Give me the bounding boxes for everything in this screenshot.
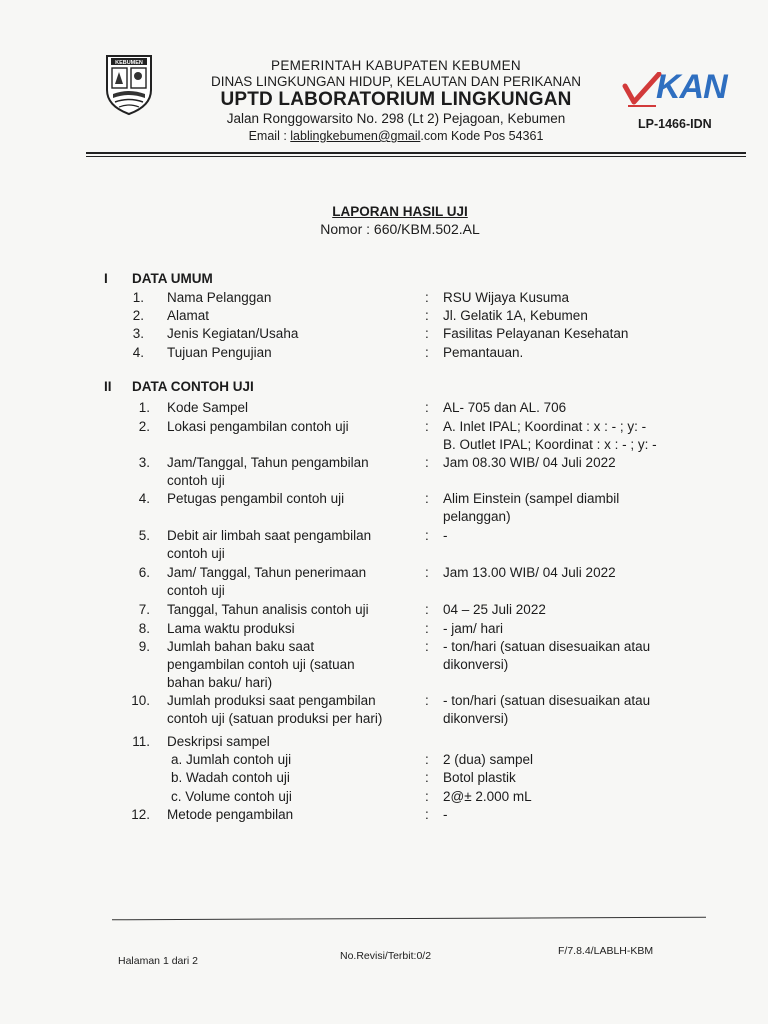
item-value-line: B. Outlet IPAL; Koordinat : x : - ; y: - <box>443 437 657 452</box>
item-separator: : <box>425 770 429 785</box>
header-divider-thin <box>86 156 746 157</box>
item-number: 7. <box>138 602 150 617</box>
section1-title: DATA UMUM <box>132 271 213 286</box>
item-value-line: A. Inlet IPAL; Koordinat : x : - ; y: - <box>443 419 647 434</box>
svg-text:KEBUMEN: KEBUMEN <box>115 60 143 66</box>
item-separator: : <box>425 807 429 822</box>
item-separator: : <box>425 345 429 360</box>
item-label-line: a. Jumlah contoh uji <box>171 752 292 767</box>
item-separator: : <box>425 789 429 804</box>
item-number: 2. <box>132 308 144 323</box>
item-label-line: contoh uji <box>167 583 225 598</box>
item-number: 8. <box>138 621 150 636</box>
header-contact <box>196 129 596 143</box>
item-number: 10. <box>131 693 150 708</box>
item-value-line: Jam 08.30 WIB/ 04 Juli 2022 <box>443 455 616 470</box>
item-label-line: bahan baku/ hari) <box>167 675 273 690</box>
item-value-line: - <box>443 807 448 822</box>
item-label-line: b. Wadah contoh uji <box>171 770 290 785</box>
item-label-line: Lokasi pengambilan contoh uji <box>167 419 349 434</box>
item-value: RSU Wijaya Kusuma <box>443 290 570 305</box>
header-government: PEMERINTAH KABUPATEN KEBUMEN <box>271 58 521 73</box>
email-prefix: Email : <box>248 129 291 143</box>
item-label-line: Debit air limbah saat pengambilan <box>167 528 372 543</box>
header-department: DINAS LINGKUNGAN HIDUP, KELAUTAN DAN PERIKANAN <box>210 74 582 89</box>
item-number: 9. <box>138 639 150 654</box>
section2-title: DATA CONTOH UJI <box>132 379 254 394</box>
item-label-line: Jam/ Tanggal, Tahun penerimaan <box>167 565 367 580</box>
item-value-line: 2@± 2.000 mL <box>443 789 532 804</box>
item-separator: : <box>425 290 429 305</box>
item-separator: : <box>425 308 429 323</box>
item-number: 1. <box>132 290 144 305</box>
item-value: Fasilitas Pelayanan Kesehatan <box>443 326 629 341</box>
item-number: 11. <box>132 734 150 749</box>
item-value-line: pelanggan) <box>443 509 511 524</box>
item-number: 2. <box>138 419 150 434</box>
item-label-line: Jumlah produksi saat pengambilan <box>167 693 376 708</box>
item-value-line: 2 (dua) sampel <box>443 752 534 767</box>
item-value-line: dikonversi) <box>443 657 509 672</box>
kan-accreditation-logo <box>622 70 742 110</box>
item-number: 4. <box>138 491 150 506</box>
item-number: 3. <box>132 326 144 341</box>
report-number: Nomor : 660/KBM.502.AL <box>320 221 480 237</box>
item-value-line: - ton/hari (satuan disesuaikan atau <box>443 693 651 708</box>
item-label-line: contoh uji <box>167 546 225 561</box>
item-value-line: AL- 705 dan AL. 706 <box>443 400 567 415</box>
email-suffix: .com Kode Pos 54361 <box>420 129 544 143</box>
item-number: 4. <box>132 345 144 360</box>
accreditation-code: LP-1466-IDN <box>638 117 712 131</box>
item-separator: : <box>425 455 429 470</box>
item-value-line: dikonversi) <box>443 711 509 726</box>
item-value-line: Jam 13.00 WIB/ 04 Juli 2022 <box>443 565 616 580</box>
item-label: Jenis Kegiatan/Usaha <box>167 326 299 341</box>
item-separator: : <box>425 752 429 767</box>
item-separator: : <box>425 400 429 415</box>
item-number: 1. <box>138 400 150 415</box>
footer-form-code: F/7.8.4/LABLH-KBM <box>558 945 654 957</box>
item-number: 5. <box>138 528 150 543</box>
item-value: Pemantauan. <box>443 345 524 360</box>
item-label-line: Jumlah bahan baku saat <box>167 639 315 654</box>
header-address: Jalan Ronggowarsito No. 298 (Lt 2) Pejagoan, Kebumen <box>226 111 566 126</box>
item-label-line: Jam/Tanggal, Tahun pengambilan <box>167 455 369 470</box>
regency-seal-logo <box>103 52 155 116</box>
footer-page: Halaman 1 dari 2 <box>118 955 198 967</box>
item-number: 6. <box>138 565 150 580</box>
email-link[interactable]: lablingkebumen@gmail <box>290 129 421 143</box>
item-label-line: c. Volume contoh uji <box>171 789 292 804</box>
item-value-line: - <box>443 528 448 543</box>
footer-revision: No.Revisi/Terbit:0/2 <box>340 950 432 962</box>
item-label-line: Tanggal, Tahun analisis contoh uji <box>167 602 369 617</box>
item-label-line: Lama waktu produksi <box>167 621 295 636</box>
item-value-line: - jam/ hari <box>443 621 504 636</box>
item-separator: : <box>425 639 429 654</box>
item-label-line: Deskripsi sampel <box>167 734 270 749</box>
item-number: 3. <box>138 455 150 470</box>
report-title: LAPORAN HASIL UJI <box>332 204 468 219</box>
item-value-line: 04 – 25 Juli 2022 <box>443 602 546 617</box>
item-separator: : <box>425 419 429 434</box>
item-label-line: Kode Sampel <box>167 400 249 415</box>
item-label: Alamat <box>167 308 210 323</box>
item-separator: : <box>425 528 429 543</box>
item-separator: : <box>425 565 429 580</box>
header-lab-name: UPTD LABORATORIUM LINGKUNGAN <box>220 89 572 110</box>
item-label-line: Metode pengambilan <box>167 807 294 822</box>
item-separator: : <box>425 491 429 506</box>
item-label-line: contoh uji <box>167 473 225 488</box>
section2-roman: II <box>104 379 112 394</box>
item-separator: : <box>425 621 429 636</box>
footer-divider <box>112 917 706 921</box>
item-separator: : <box>425 326 429 341</box>
item-separator: : <box>425 693 429 708</box>
item-label-line: pengambilan contoh uji (satuan <box>167 657 355 672</box>
header-divider <box>86 152 746 154</box>
section1-roman: I <box>104 271 108 286</box>
item-value-line: Botol plastik <box>443 770 516 785</box>
item-separator: : <box>425 602 429 617</box>
item-value-line: Alim Einstein (sampel diambil <box>443 491 620 506</box>
item-label-line: Petugas pengambil contoh uji <box>167 491 345 506</box>
item-value: Jl. Gelatik 1A, Kebumen <box>443 308 588 323</box>
item-label: Nama Pelanggan <box>167 290 272 305</box>
item-label: Tujuan Pengujian <box>167 345 272 360</box>
kan-logo-text: KAN <box>656 68 727 106</box>
item-value-line: - ton/hari (satuan disesuaikan atau <box>443 639 651 654</box>
item-label-line: contoh uji (satuan produksi per hari) <box>167 711 383 726</box>
item-number: 12. <box>131 807 150 822</box>
